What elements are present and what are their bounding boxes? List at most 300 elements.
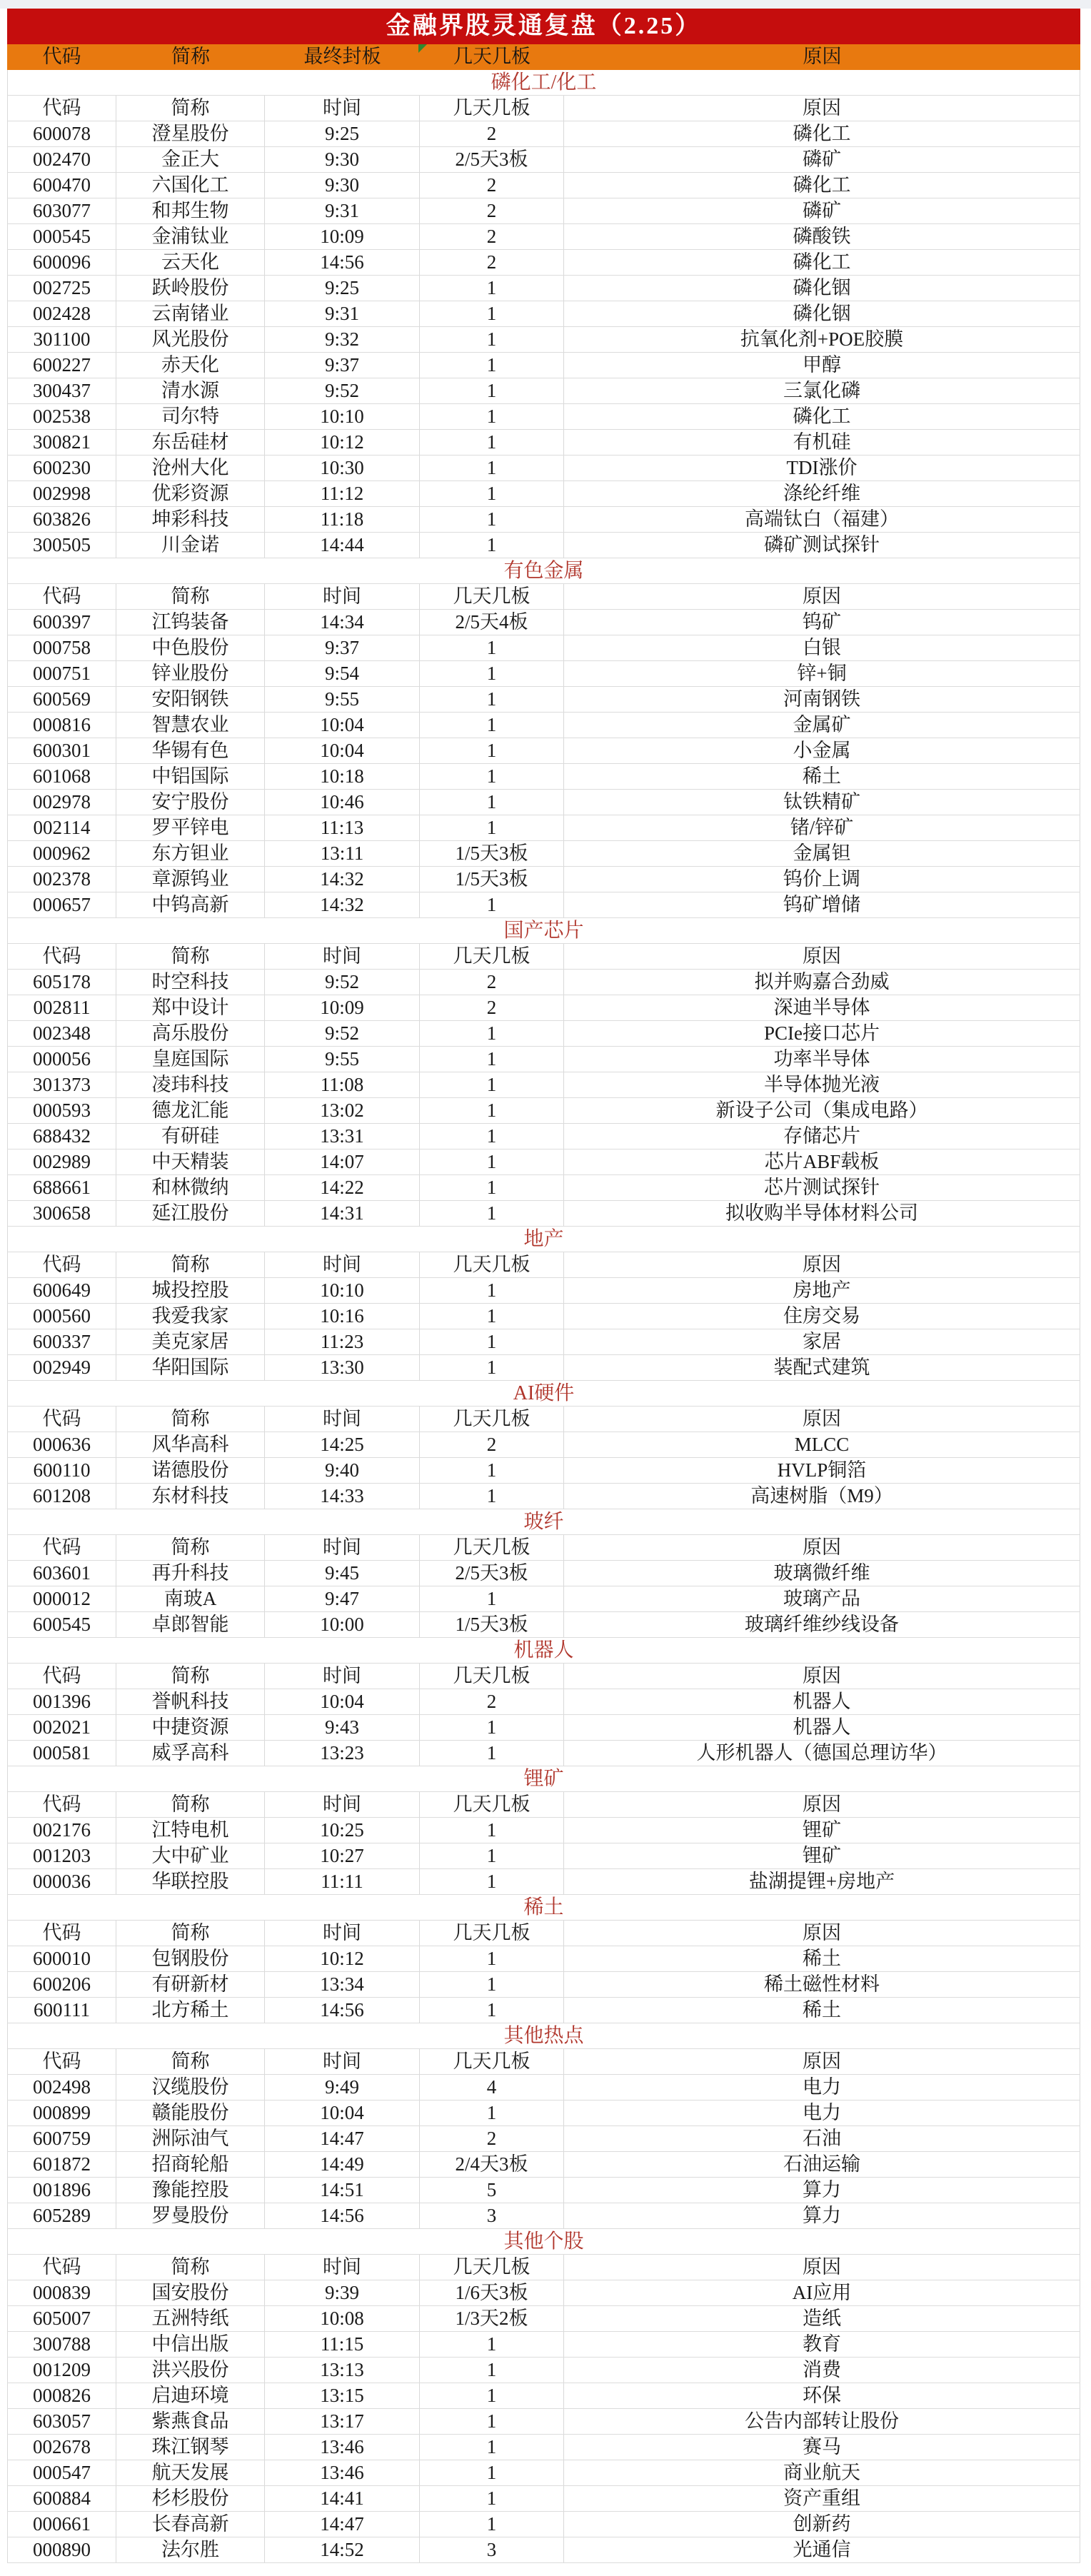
table-row	[7, 687, 1080, 713]
limit-reason: 算力	[564, 2203, 1080, 2228]
section-title: 玻纤	[523, 1511, 564, 1533]
limit-reason: 磷化工	[564, 121, 1080, 146]
table-row	[7, 764, 1080, 790]
limit-reason: 赛马	[564, 2435, 1080, 2460]
stock-code: 002378	[7, 867, 116, 892]
days-boards: 2	[420, 995, 564, 1020]
table-row	[7, 1432, 1080, 1458]
column-header-stock-name: 简称	[116, 1535, 265, 1560]
stock-code: 000545	[7, 224, 116, 249]
limit-time: 14:32	[265, 867, 420, 892]
table-row	[7, 2100, 1080, 2126]
days-boards: 1	[420, 481, 564, 506]
stock-code: 000581	[7, 1741, 116, 1766]
days-boards: 2	[420, 970, 564, 995]
stock-code: 000816	[7, 713, 116, 738]
stock-code: 600230	[7, 456, 116, 481]
column-header-limit-time: 时间	[265, 2049, 420, 2074]
limit-reason: 锂矿	[564, 1818, 1080, 1843]
table-row	[7, 2537, 1080, 2563]
table-row	[7, 2460, 1080, 2486]
days-boards: 1	[420, 687, 564, 712]
limit-time: 9:30	[265, 173, 420, 198]
table-row	[7, 713, 1080, 738]
section-title: 机器人	[513, 1639, 574, 1661]
stock-name: 航天发展	[116, 2460, 265, 2485]
stock-name: 沧州大化	[116, 456, 265, 481]
table-row	[7, 2383, 1080, 2409]
limit-time: 13:31	[265, 1124, 420, 1149]
stock-code: 002949	[7, 1355, 116, 1380]
stock-code: 600111	[7, 1998, 116, 2023]
limit-time: 11:12	[265, 481, 420, 506]
stock-code: 002470	[7, 147, 116, 172]
days-boards: 1	[420, 353, 564, 378]
stock-code: 002978	[7, 790, 116, 815]
column-header-days-boards: 几天几板	[420, 2255, 564, 2280]
table-row	[7, 1741, 1080, 1766]
column-header-limit-time: 时间	[265, 944, 420, 969]
column-header-days-boards: 几天几板	[420, 2049, 564, 2074]
days-boards: 1/5天3板	[420, 867, 564, 892]
limit-time: 13:46	[265, 2460, 420, 2485]
days-boards: 2	[420, 1432, 564, 1457]
section-title-row	[7, 2229, 1080, 2255]
days-boards: 1	[420, 1355, 564, 1380]
days-boards: 1	[420, 1458, 564, 1483]
stock-name: 国安股份	[116, 2280, 265, 2305]
limit-reason: 住房交易	[564, 1304, 1080, 1329]
days-boards: 1	[420, 2100, 564, 2125]
stock-code: 002498	[7, 2075, 116, 2100]
limit-time: 9:45	[265, 1561, 420, 1586]
column-header-days-boards: 几天几板	[420, 1407, 564, 1432]
limit-reason: 稀土	[564, 1998, 1080, 2023]
table-row	[7, 2332, 1080, 2358]
limit-time: 14:47	[265, 2512, 420, 2537]
stock-code: 600470	[7, 173, 116, 198]
stock-name: 章源钨业	[116, 867, 265, 892]
table-row	[7, 1998, 1080, 2023]
stock-name: 华联控股	[116, 1869, 265, 1894]
limit-reason: 锗/锌矿	[564, 815, 1080, 840]
days-boards: 1	[420, 1072, 564, 1097]
table-row	[7, 2075, 1080, 2100]
days-boards: 1	[420, 1946, 564, 1971]
table-row	[7, 2435, 1080, 2460]
stock-name: 智慧农业	[116, 713, 265, 738]
column-header-stock-code: 代码	[7, 944, 116, 969]
column-header-limit-time: 时间	[265, 584, 420, 609]
limit-time: 11:13	[265, 815, 420, 840]
limit-reason: 磷化铟	[564, 276, 1080, 301]
limit-reason: 涤纶纤维	[564, 481, 1080, 506]
stock-name: 延江股份	[116, 1201, 265, 1226]
column-header-final-seal: 最终封板	[303, 46, 381, 67]
stock-code: 000962	[7, 841, 116, 866]
column-header-stock-code: 代码	[7, 96, 116, 121]
stock-code: 000593	[7, 1098, 116, 1123]
stock-name: 长春高新	[116, 2512, 265, 2537]
column-header-stock-code: 代码	[7, 1792, 116, 1817]
limit-time: 9:37	[265, 635, 420, 660]
limit-time: 10:12	[265, 1946, 420, 1971]
limit-time: 13:34	[265, 1972, 420, 1997]
limit-reason: 磷矿测试探针	[564, 533, 1080, 558]
limit-time: 10:25	[265, 1818, 420, 1843]
stock-name: 江特电机	[116, 1818, 265, 1843]
stock-name: 我爱我家	[116, 1304, 265, 1329]
table-row	[7, 404, 1080, 430]
table-row	[7, 1047, 1080, 1072]
table-row	[7, 353, 1080, 378]
stock-name: 六国化工	[116, 173, 265, 198]
section-header-row	[7, 1252, 1080, 1278]
column-header-stock-name: 简称	[116, 1792, 265, 1817]
limit-time: 9:25	[265, 121, 420, 146]
stock-name: 包钢股份	[116, 1946, 265, 1971]
stock-name: 法尔胜	[116, 2537, 265, 2562]
section-header-row	[7, 96, 1080, 121]
stock-code: 002725	[7, 276, 116, 301]
days-boards: 1	[420, 738, 564, 763]
stock-code: 300821	[7, 430, 116, 455]
limit-reason: 金属矿	[564, 713, 1080, 738]
stock-code: 600078	[7, 121, 116, 146]
table-row	[7, 1201, 1080, 1227]
limit-time: 10:04	[265, 738, 420, 763]
limit-reason: 存储芯片	[564, 1124, 1080, 1149]
stock-name: 罗曼股份	[116, 2203, 265, 2228]
stock-name: 东方钽业	[116, 841, 265, 866]
stock-code: 000547	[7, 2460, 116, 2485]
limit-reason: PCIe接口芯片	[564, 1021, 1080, 1046]
stock-name: 川金诺	[116, 533, 265, 558]
limit-reason: MLCC	[564, 1432, 1080, 1457]
table-row	[7, 327, 1080, 353]
table-row	[7, 2152, 1080, 2178]
stock-name: 司尔特	[116, 404, 265, 429]
days-boards: 1	[420, 276, 564, 301]
stock-name: 启迪环境	[116, 2383, 265, 2408]
limit-time: 13:13	[265, 2358, 420, 2383]
limit-reason: 磷化铟	[564, 301, 1080, 326]
table-row	[7, 1586, 1080, 1612]
table-row	[7, 1612, 1080, 1638]
section-title-row	[7, 1766, 1080, 1792]
stock-code: 002989	[7, 1149, 116, 1174]
table-body	[7, 70, 1080, 2563]
column-header-stock-name: 简称	[116, 584, 265, 609]
stock-code: 600227	[7, 353, 116, 378]
days-boards: 1	[420, 2486, 564, 2511]
table-row	[7, 1458, 1080, 1484]
limit-reason: 半导体抛光液	[564, 1072, 1080, 1097]
stock-name: 风华高科	[116, 1432, 265, 1457]
column-header-stock-code: 代码	[7, 2255, 116, 2280]
stock-name: 汉缆股份	[116, 2075, 265, 2100]
stock-name: 誉帆科技	[116, 1689, 265, 1714]
days-boards: 2	[420, 1689, 564, 1714]
stock-code: 300658	[7, 1201, 116, 1226]
stock-name: 中钨高新	[116, 892, 265, 917]
stock-name: 时空科技	[116, 970, 265, 995]
limit-time: 14:07	[265, 1149, 420, 1174]
days-boards: 1	[420, 661, 564, 686]
table-row	[7, 661, 1080, 687]
stock-name: 南玻A	[116, 1586, 265, 1611]
stock-name: 赤天化	[116, 353, 265, 378]
limit-time: 11:15	[265, 2332, 420, 2357]
table-row	[7, 378, 1080, 404]
column-header-limit-reason: 原因	[564, 2255, 1080, 2280]
stock-code: 600337	[7, 1329, 116, 1354]
limit-time: 14:22	[265, 1175, 420, 1200]
limit-time: 14:41	[265, 2486, 420, 2511]
days-boards: 1	[420, 327, 564, 352]
section-title: AI硬件	[513, 1382, 575, 1404]
limit-reason: 教育	[564, 2332, 1080, 2357]
section-title: 磷化工/化工	[491, 71, 597, 94]
days-boards: 2/5天3板	[420, 147, 564, 172]
stock-code: 000056	[7, 1047, 116, 1072]
limit-reason: 玻璃产品	[564, 1586, 1080, 1611]
stock-name: 风光股份	[116, 327, 265, 352]
limit-time: 14:56	[265, 1998, 420, 2023]
days-boards: 1	[420, 1818, 564, 1843]
column-header-limit-reason: 原因	[564, 96, 1080, 121]
stock-name: 华锡有色	[116, 738, 265, 763]
days-boards: 1	[420, 1998, 564, 2023]
table-row	[7, 250, 1080, 276]
column-header-limit-reason: 原因	[564, 1535, 1080, 1560]
days-boards: 2	[420, 224, 564, 249]
stock-name: 清水源	[116, 378, 265, 403]
section-title: 其他热点	[503, 2025, 584, 2047]
limit-time: 10:08	[265, 2306, 420, 2331]
limit-time: 14:47	[265, 2126, 420, 2151]
table-row	[7, 1098, 1080, 1124]
stock-code: 605007	[7, 2306, 116, 2331]
section-header-row	[7, 944, 1080, 970]
cell-corner-flag-icon	[418, 44, 427, 53]
stock-name: 有研新材	[116, 1972, 265, 1997]
stock-code: 000636	[7, 1432, 116, 1457]
limit-time: 10:09	[265, 224, 420, 249]
days-boards: 1	[420, 713, 564, 738]
table-row	[7, 1278, 1080, 1304]
limit-reason: 锌+铜	[564, 661, 1080, 686]
limit-time: 9:32	[265, 327, 420, 352]
limit-time: 9:55	[265, 687, 420, 712]
stock-name: 金正大	[116, 147, 265, 172]
stock-name: 五洲特纸	[116, 2306, 265, 2331]
stock-code: 603077	[7, 198, 116, 223]
stock-name: 中捷资源	[116, 1715, 265, 1740]
table-row	[7, 1124, 1080, 1149]
stock-name: 中天精装	[116, 1149, 265, 1174]
limit-reason: 玻璃纤维纱线设备	[564, 1612, 1080, 1637]
stock-code: 600096	[7, 250, 116, 275]
limit-time: 14:49	[265, 2152, 420, 2177]
table-row	[7, 301, 1080, 327]
limit-time: 13:17	[265, 2409, 420, 2434]
stock-code: 601068	[7, 764, 116, 789]
stock-name: 江钨装备	[116, 610, 265, 635]
days-boards: 1	[420, 507, 564, 532]
table-row	[7, 173, 1080, 198]
column-header-stock-name: 简称	[116, 2255, 265, 2280]
limit-time: 9:49	[265, 2075, 420, 2100]
limit-reason: 高端钛白（福建）	[564, 507, 1080, 532]
limit-reason: 功率半导体	[564, 1047, 1080, 1072]
stock-code: 000661	[7, 2512, 116, 2537]
stock-name: 中信出版	[116, 2332, 265, 2357]
stock-code: 000657	[7, 892, 116, 917]
column-header-limit-time: 时间	[265, 1792, 420, 1817]
limit-reason: 石油运输	[564, 2152, 1080, 2177]
limit-reason: 玻璃微纤维	[564, 1561, 1080, 1586]
column-header-days-boards: 几天几板	[420, 944, 564, 969]
stock-code: 301100	[7, 327, 116, 352]
table-row	[7, 456, 1080, 481]
section-title: 锂矿	[523, 1768, 564, 1790]
limit-reason: 有机硅	[564, 430, 1080, 455]
table-row	[7, 2203, 1080, 2229]
limit-reason: 高速树脂（M9）	[564, 1484, 1080, 1509]
stock-name: 中色股份	[116, 635, 265, 660]
column-header-limit-time: 时间	[265, 1664, 420, 1689]
limit-reason: 商业航天	[564, 2460, 1080, 2485]
table-row	[7, 995, 1080, 1021]
days-boards: 3	[420, 2537, 564, 2562]
limit-reason: 机器人	[564, 1689, 1080, 1714]
section-title: 地产	[523, 1228, 564, 1250]
table-row	[7, 147, 1080, 173]
limit-time: 11:11	[265, 1869, 420, 1894]
limit-time: 14:56	[265, 2203, 420, 2228]
section-title-row	[7, 1895, 1080, 1921]
days-boards: 1	[420, 1021, 564, 1046]
limit-time: 9:25	[265, 276, 420, 301]
stock-code: 002678	[7, 2435, 116, 2460]
table-row	[7, 610, 1080, 635]
stock-name: 大中矿业	[116, 1843, 265, 1868]
days-boards: 1	[420, 2409, 564, 2434]
stock-code: 002348	[7, 1021, 116, 1046]
limit-reason: AI应用	[564, 2280, 1080, 2305]
stock-code: 300788	[7, 2332, 116, 2357]
column-header-days-boards: 几天几板	[420, 1535, 564, 1560]
stock-name: 凌玮科技	[116, 1072, 265, 1097]
days-boards: 1	[420, 533, 564, 558]
stock-name: 紫燕食品	[116, 2409, 265, 2434]
days-boards: 1	[420, 404, 564, 429]
stock-name: 高乐股份	[116, 1021, 265, 1046]
section-title-row	[7, 2023, 1080, 2049]
days-boards: 1	[420, 1047, 564, 1072]
stock-name: 再升科技	[116, 1561, 265, 1586]
limit-time: 14:56	[265, 250, 420, 275]
section-header-row	[7, 584, 1080, 610]
limit-time: 13:11	[265, 841, 420, 866]
table-row	[7, 1304, 1080, 1329]
column-header-stock-name: 简称	[116, 944, 265, 969]
limit-time: 10:46	[265, 790, 420, 815]
stock-code: 603601	[7, 1561, 116, 1586]
limit-reason: 光通信	[564, 2537, 1080, 2562]
days-boards: 5	[420, 2178, 564, 2203]
limit-time: 14:44	[265, 533, 420, 558]
limit-time: 14:25	[265, 1432, 420, 1457]
days-boards: 1	[420, 301, 564, 326]
limit-reason: 钨矿	[564, 610, 1080, 635]
stock-name: 罗平锌电	[116, 815, 265, 840]
stock-code: 000826	[7, 2383, 116, 2408]
table-row	[7, 481, 1080, 507]
table-row	[7, 1818, 1080, 1843]
limit-reason: 稀土磁性材料	[564, 1972, 1080, 1997]
stock-name: 中铝国际	[116, 764, 265, 789]
limit-reason: 甲醇	[564, 353, 1080, 378]
stock-code: 000890	[7, 2537, 116, 2562]
table-row	[7, 2358, 1080, 2383]
limit-reason: 电力	[564, 2100, 1080, 2125]
stock-name: 招商轮船	[116, 2152, 265, 2177]
stock-name: 威孚高科	[116, 1741, 265, 1766]
limit-reason: 磷矿	[564, 147, 1080, 172]
limit-time: 9:40	[265, 1458, 420, 1483]
days-boards: 2	[420, 250, 564, 275]
limit-reason: TDI涨价	[564, 456, 1080, 481]
column-header-limit-reason: 原因	[564, 1252, 1080, 1277]
days-boards: 1	[420, 1972, 564, 1997]
stock-code: 301373	[7, 1072, 116, 1097]
days-boards: 1/6天3板	[420, 2280, 564, 2305]
limit-reason: 消费	[564, 2358, 1080, 2383]
stock-code: 002811	[7, 995, 116, 1020]
limit-reason: 金属钽	[564, 841, 1080, 866]
days-boards: 2	[420, 2126, 564, 2151]
days-boards: 1	[420, 815, 564, 840]
stock-code: 000758	[7, 635, 116, 660]
stock-code: 688432	[7, 1124, 116, 1149]
stock-name: 洲际油气	[116, 2126, 265, 2151]
stock-name: 卓郎智能	[116, 1612, 265, 1637]
stock-code: 600759	[7, 2126, 116, 2151]
stock-name: 珠江钢琴	[116, 2435, 265, 2460]
limit-time: 9:55	[265, 1047, 420, 1072]
days-boards: 1	[420, 1278, 564, 1303]
limit-reason: 环保	[564, 2383, 1080, 2408]
section-header-row	[7, 2049, 1080, 2075]
table-row	[7, 790, 1080, 815]
table-row	[7, 1072, 1080, 1098]
limit-reason: 电力	[564, 2075, 1080, 2100]
stock-code: 000751	[7, 661, 116, 686]
stock-code: 600010	[7, 1946, 116, 1971]
stock-code: 601872	[7, 2152, 116, 2177]
column-header-stock-code: 代码	[7, 1535, 116, 1560]
limit-time: 13:30	[265, 1355, 420, 1380]
days-boards: 1	[420, 1741, 564, 1766]
column-header-limit-time: 时间	[265, 1252, 420, 1277]
limit-time: 9:30	[265, 147, 420, 172]
column-header-limit-reason: 原因	[564, 1407, 1080, 1432]
stock-name: 云南锗业	[116, 301, 265, 326]
limit-reason: 磷矿	[564, 198, 1080, 223]
section-title: 其他个股	[503, 2230, 584, 2253]
